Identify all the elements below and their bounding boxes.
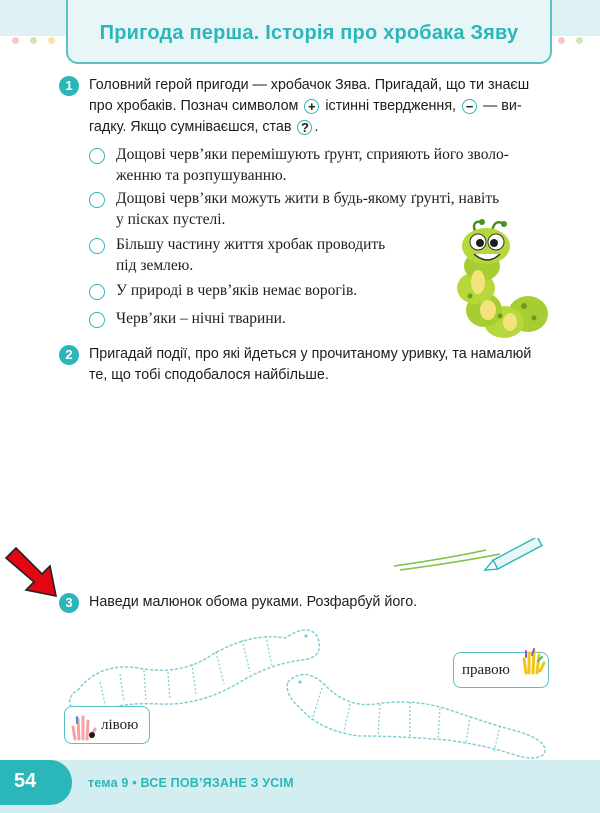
minus-symbol-icon: −: [462, 99, 477, 114]
answer-circle-2[interactable]: [89, 192, 105, 208]
task-number-2: 2: [59, 345, 79, 365]
decor-dot: [558, 37, 565, 44]
worm-mascot-illustration: [448, 218, 554, 340]
right-hand-icon: [520, 647, 546, 675]
pencil-icon: [390, 538, 550, 578]
task1-text: [89, 75, 559, 138]
answer-circle-3[interactable]: [89, 238, 105, 254]
answer-circle-1[interactable]: [89, 148, 105, 164]
statement-line: Дощові черв’яки можуть жити в будь-якому ґрунті, навіть: [116, 190, 500, 207]
statement-4: У природі в черв’яків немає ворогів.: [116, 282, 358, 299]
page-title: Пригода перша. Історія про хробака Зяву: [99, 22, 519, 44]
task3-text: Наведи малюнок обома руками. Розфарбуй його.: [89, 594, 418, 610]
task1-text-part: гадку. Якщо сумніваєшся, став: [89, 119, 292, 135]
question-symbol-icon: ?: [297, 120, 312, 135]
statement-1: [116, 144, 546, 186]
statement-line: Більшу частину життя хробак проводить: [116, 236, 386, 253]
page-number: 54: [14, 770, 37, 792]
task2-text: [89, 344, 559, 386]
right-hand-label-box: [453, 652, 549, 688]
decor-dot: [12, 37, 19, 44]
decor-dot: [48, 37, 55, 44]
answer-circle-4[interactable]: [89, 284, 105, 300]
task1-line: [89, 117, 559, 138]
task1-text-part: істинні твердження,: [325, 98, 457, 114]
statement-line: Дощові черв’яки перемішують ґрунт, сприяють його зволо-: [116, 146, 509, 163]
right-hand-label: правою: [462, 662, 510, 678]
task1-line: [89, 96, 559, 117]
decor-dot: [576, 37, 583, 44]
footer-topic: тема 9 • ВСЕ ПОВ’ЯЗАНЕ З УСІМ: [88, 776, 294, 790]
task1-text-part: про хробаків. Познач символом: [89, 98, 299, 114]
task1-line: Головний герой пригоди — хробачок Зява. Пригадай, що ти знаєш: [89, 77, 530, 93]
statement-line: під землею.: [116, 257, 194, 274]
statement-3: [116, 234, 436, 276]
statement-line: у пісках пустелі.: [116, 211, 226, 228]
task1-text-part: — ви-: [483, 98, 522, 114]
statement-line: женню та розпушуванню.: [116, 167, 287, 184]
task2-line: Пригадай події, про які йдеться у прочитаному уривку, та намалюй: [89, 346, 532, 362]
task2-line: те, що тобі сподобалося найбільше.: [89, 367, 329, 383]
plus-symbol-icon: +: [304, 99, 319, 114]
left-hand-icon: [69, 713, 97, 741]
task-number-1: 1: [59, 76, 79, 96]
left-hand-label-box: [64, 706, 150, 744]
task1-text-part: .: [314, 119, 319, 135]
red-arrow-icon: [2, 544, 64, 600]
answer-circle-5[interactable]: [89, 312, 105, 328]
task-number-3: 3: [59, 593, 79, 613]
statement-5: Черв’яки – нічні тварини.: [116, 310, 286, 327]
left-hand-label: лівою: [101, 717, 139, 733]
decor-dot: [30, 37, 37, 44]
